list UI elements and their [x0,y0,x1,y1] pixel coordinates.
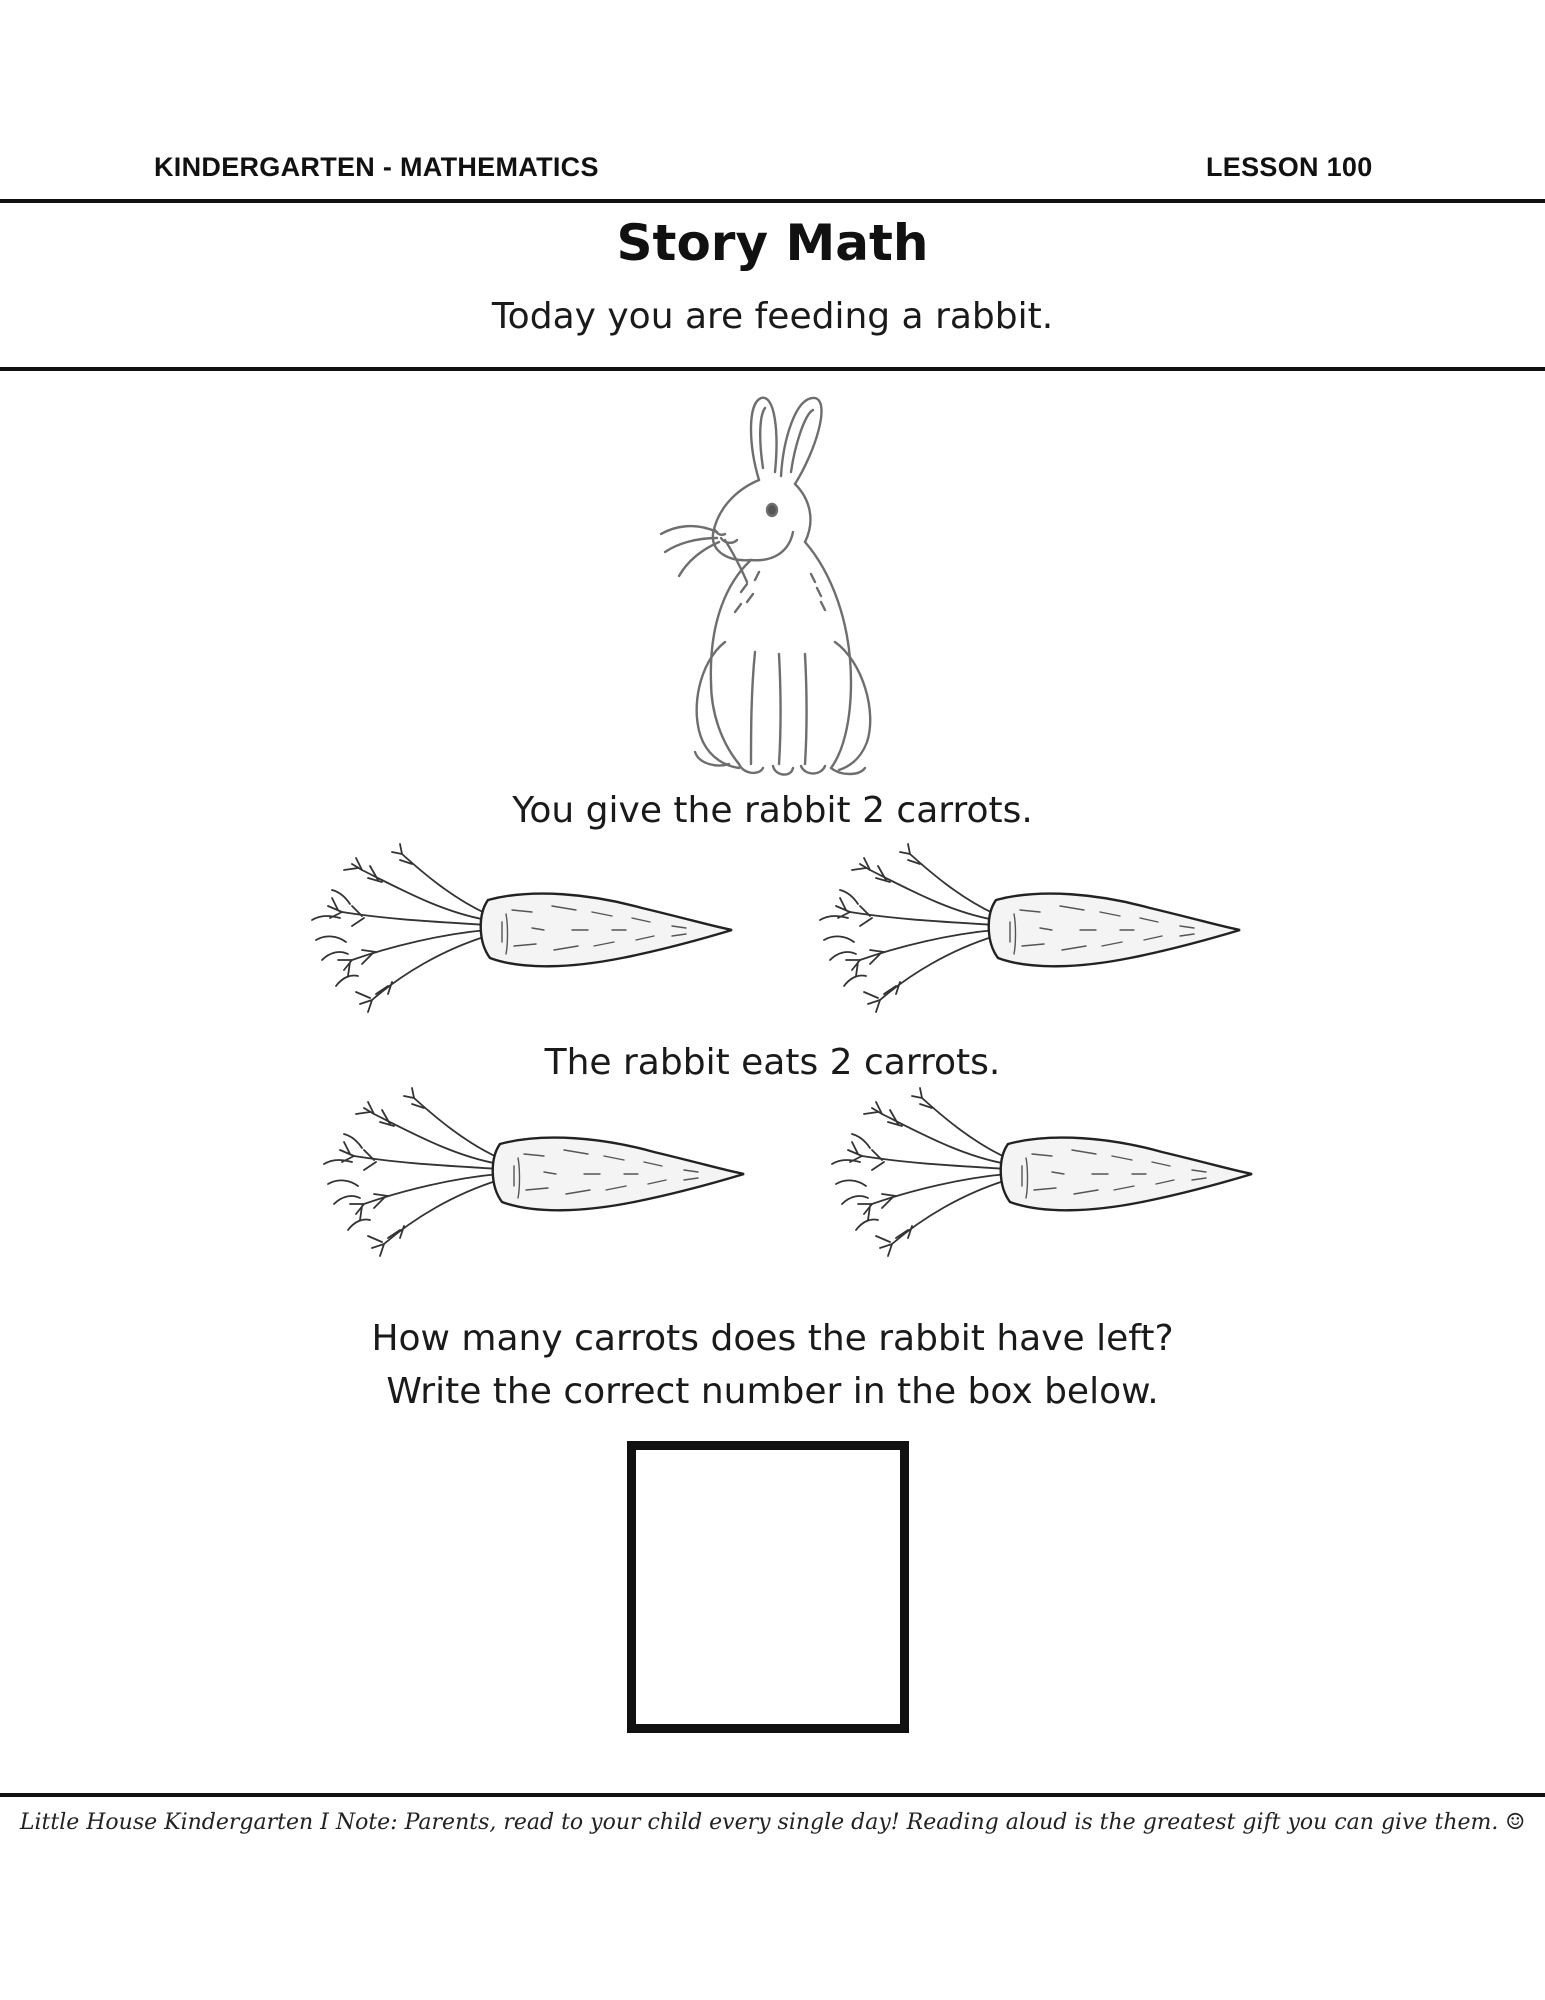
eat-line: The rabbit eats 2 carrots. [544,1042,1001,1083]
intro-text: Today you are feeding a rabbit. [491,296,1054,337]
header-divider [0,199,1545,203]
carrot-icon [292,850,737,1020]
rabbit-icon [655,392,885,782]
question-line-2: Write the correct number in the box below. [386,1371,1159,1412]
carrot-icon [812,1094,1257,1264]
page-title: Story Math [616,214,929,272]
footer-note: Little House Kindergarten I Note: Parents, read to your child every single day! Reading aloud is the greatest gift you can give them. ☺ [19,1810,1526,1835]
question-line-1: How many carrots does the rabbit have left? [371,1318,1174,1359]
intro-divider [0,367,1545,371]
answer-box[interactable] [627,1441,909,1733]
carrot-icon [304,1094,749,1264]
give-line: You give the rabbit 2 carrots. [512,790,1033,831]
subject-label: KINDERGARTEN - MATHEMATICS [154,152,599,182]
lesson-label: LESSON 100 [1206,152,1373,182]
carrot-icon [800,850,1245,1020]
footer-divider [0,1793,1545,1797]
